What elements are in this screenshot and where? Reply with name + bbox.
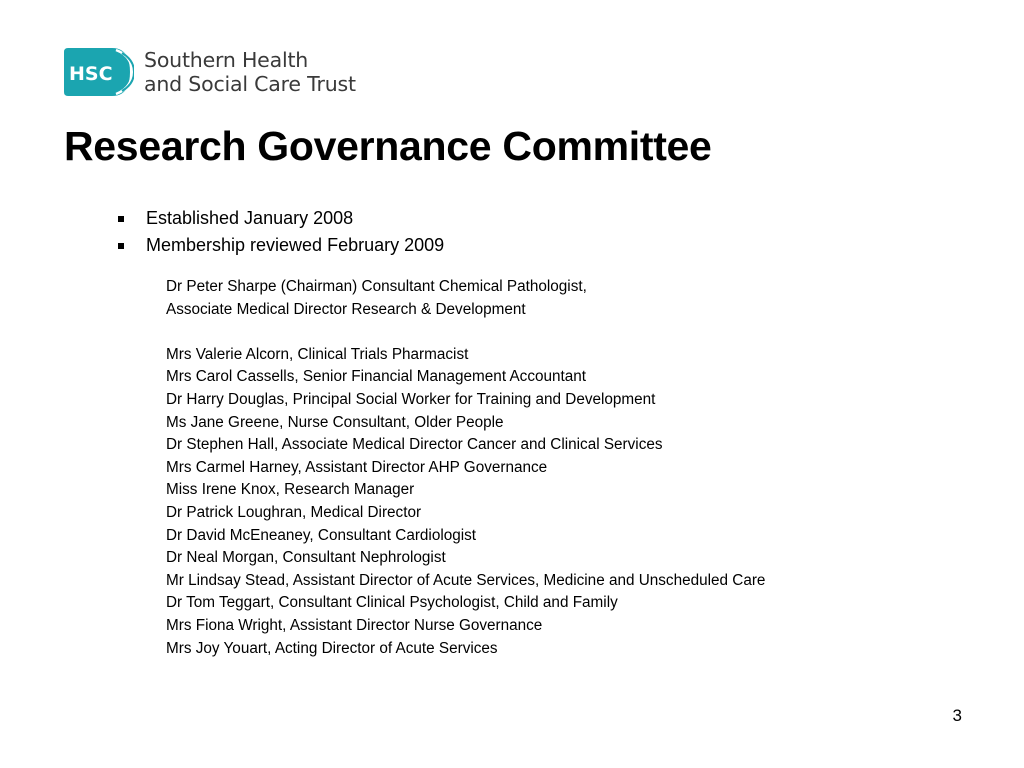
- bullet-list: [118, 205, 444, 259]
- member-item: Mrs Carol Cassells, Senior Financial Management Accountant: [166, 368, 587, 386]
- hsc-logo-mark: [62, 44, 134, 100]
- bullet-item: [118, 205, 444, 232]
- member-item: Ms Jane Greene, Nurse Consultant, Older People: [166, 413, 504, 431]
- page-number: 3: [952, 706, 962, 725]
- member-item: Mr Lindsay Stead, Assistant Director of Acute Services, Medicine and Unscheduled Care: [166, 571, 766, 589]
- square-bullet-icon: [118, 243, 124, 249]
- chair-line: Associate Medical Director Research & Development: [166, 300, 526, 318]
- bullet-item: [118, 232, 444, 259]
- member-item: Dr Tom Teggart, Consultant Clinical Psychologist, Child and Family: [166, 594, 618, 612]
- member-item: Dr Harry Douglas, Principal Social Worker for Training and Development: [166, 390, 656, 408]
- slide-title: Research Governance Committee: [64, 123, 712, 169]
- member-item: Dr David McEneaney, Consultant Cardiologist: [166, 526, 477, 544]
- chair-line: Dr Peter Sharpe (Chairman) Consultant Chemical Pathologist,: [166, 278, 587, 295]
- list-spacer: [166, 321, 765, 344]
- logo-line-1: Southern Health: [144, 48, 309, 72]
- member-item: Dr Patrick Loughran, Medical Director: [166, 503, 422, 521]
- square-bullet-icon: [118, 216, 124, 222]
- member-item: Mrs Joy Youart, Acting Director of Acute Services: [166, 639, 498, 657]
- bullet-text: Established January 2008: [146, 208, 354, 228]
- hsc-logo: [62, 44, 356, 100]
- logo-line-2: and Social Care Trust: [144, 72, 356, 96]
- member-item: Dr Neal Morgan, Consultant Nephrologist: [166, 549, 446, 567]
- member-item: Mrs Fiona Wright, Assistant Director Nurse Governance: [166, 616, 543, 634]
- member-item: Mrs Carmel Harney, Assistant Director AHP Governance: [166, 458, 548, 476]
- committee-member-list: [166, 276, 765, 660]
- member-item: Miss Irene Knox, Research Manager: [166, 481, 415, 499]
- hsc-logo-mark-text: HSC: [69, 63, 113, 85]
- bullet-text: Membership reviewed February 2009: [146, 235, 445, 255]
- logo-wordmark: [144, 48, 356, 96]
- member-item: Dr Stephen Hall, Associate Medical Director Cancer and Clinical Services: [166, 436, 663, 454]
- member-item: Mrs Valerie Alcorn, Clinical Trials Pharmacist: [166, 345, 469, 363]
